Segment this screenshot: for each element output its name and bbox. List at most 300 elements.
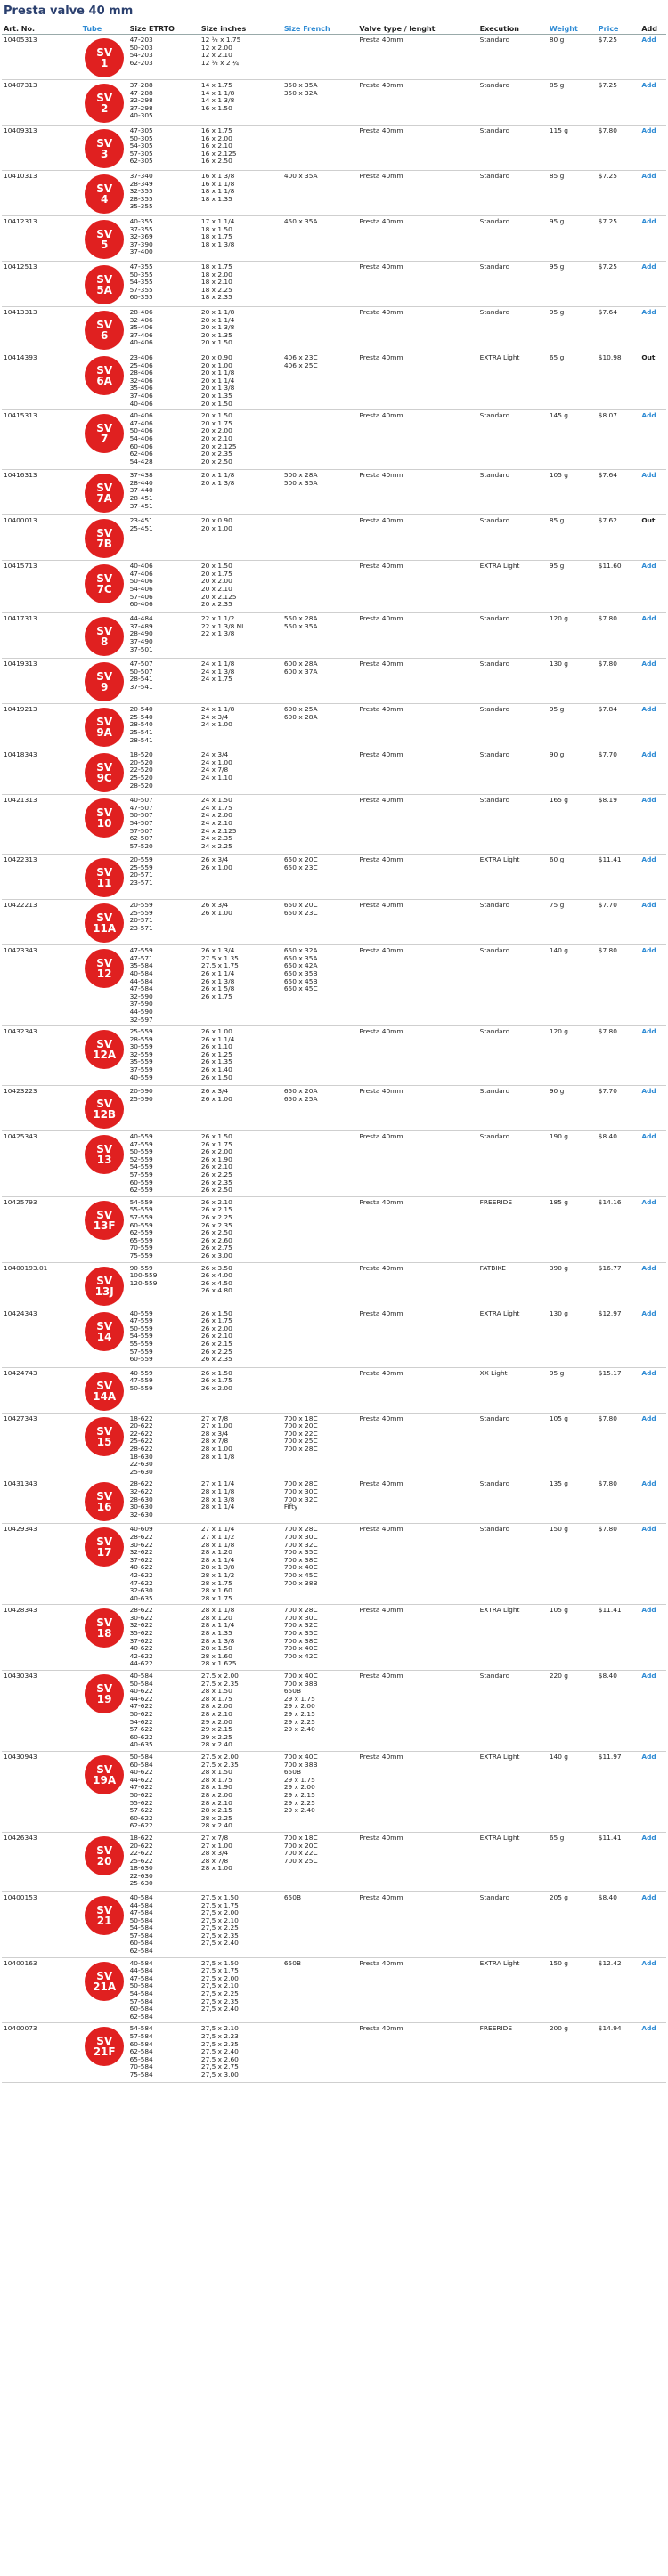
french-value: 700 x 38B: [283, 1760, 318, 1769]
inches-value: 28 x 1.50: [200, 1644, 232, 1653]
size-inches: [200, 704, 282, 749]
tube-badge-size: 11: [96, 877, 112, 890]
inches-value: 24 x 2.10: [200, 818, 232, 827]
tube-badge-prefix: SV: [96, 670, 113, 684]
inches-value: 16 x 1.75: [200, 126, 232, 134]
add-button[interactable]: Add: [639, 704, 666, 749]
tube-badge[interactable]: [85, 1201, 124, 1240]
tube-badge-size: 6: [100, 329, 109, 342]
inches-value: 26 x 3/4: [200, 901, 229, 910]
tube-badge[interactable]: [85, 753, 124, 792]
weight: 115 g: [548, 126, 597, 171]
etrto-value: 100-559: [129, 1271, 158, 1280]
etrto-value: 50-584: [129, 1679, 153, 1688]
inches-value: 29 x 2.00: [200, 1717, 232, 1726]
inches-value: 26 x 3/4: [200, 1087, 229, 1096]
tube-badge[interactable]: [85, 1312, 124, 1351]
french-value: 29 x 2.00: [283, 1702, 315, 1711]
french-value: 29 x 2.15: [283, 1790, 315, 1799]
price: $11.41: [597, 1832, 640, 1891]
etrto-value: 40-355: [129, 217, 153, 225]
weight: 105 g: [548, 1413, 597, 1478]
inches-value: 27.5 x 2.00: [200, 1672, 239, 1681]
etrto-value: 75-584: [129, 2070, 153, 2078]
art-no: 10418343: [2, 749, 81, 795]
tube-badge-prefix: SV: [96, 1143, 113, 1156]
header-size-french[interactable]: Size French: [282, 23, 358, 35]
etrto-value: 20-622: [129, 1422, 153, 1430]
add-button[interactable]: Add: [639, 1957, 666, 2023]
table-row: [2, 1367, 666, 1413]
size-etrto: [128, 613, 200, 659]
art-no: 10421313: [2, 795, 81, 855]
inches-value: 18 x 1.35: [200, 194, 232, 203]
add-button[interactable]: Add: [639, 613, 666, 659]
tube-badge-size: 9A: [96, 726, 112, 740]
size-french: [282, 1196, 358, 1262]
tube-badge[interactable]: [85, 1896, 124, 1935]
etrto-value: 28-440: [129, 478, 153, 487]
tube-badge[interactable]: [85, 2027, 124, 2066]
size-etrto: [128, 1605, 200, 1671]
header-weight[interactable]: Weight: [548, 23, 597, 35]
tube-cell: [81, 1131, 128, 1197]
inches-value: 27,5 x 1.50: [200, 1958, 239, 1967]
tube-badge[interactable]: [85, 564, 124, 603]
inches-value: 27.5 x 1.75: [200, 961, 239, 970]
size-french: [282, 704, 358, 749]
french-value: 700 x 28C: [283, 1479, 318, 1488]
weight: 150 g: [548, 1957, 597, 2023]
tube-badge-size: 18: [96, 1627, 112, 1640]
inches-value: 12 x 2.00: [200, 43, 232, 52]
add-button[interactable]: Add: [639, 1671, 666, 1752]
tube-badge[interactable]: [85, 1482, 124, 1521]
add-button[interactable]: Add: [639, 1262, 666, 1308]
etrto-value: 30-630: [129, 1503, 153, 1511]
tube-badge-prefix: SV: [96, 228, 113, 240]
tube-badge[interactable]: [85, 474, 124, 513]
tube-badge[interactable]: [85, 617, 124, 656]
tube-badge[interactable]: [85, 1962, 124, 2001]
table-row: [2, 216, 666, 262]
header-price[interactable]: Price: [597, 23, 640, 35]
etrto-value: 47-584: [129, 1908, 153, 1917]
add-button[interactable]: Add: [639, 1196, 666, 1262]
add-button[interactable]: Add: [639, 1308, 666, 1367]
french-value: 650 x 20C: [283, 855, 318, 864]
add-button[interactable]: Add: [639, 2023, 666, 2083]
price: $7.80: [597, 1478, 640, 1524]
tube-badge[interactable]: [85, 858, 124, 897]
french-value: 700 x 45C: [283, 1570, 318, 1579]
tube-badge[interactable]: [85, 1608, 124, 1648]
execution: EXTRA Light: [478, 352, 548, 410]
inches-value: 20 x 2.125: [200, 592, 237, 601]
add-button[interactable]: Add: [639, 216, 666, 262]
etrto-value: 40-584: [129, 1672, 153, 1681]
french-value: 650 x 35B: [283, 968, 318, 977]
tube-badge[interactable]: [85, 1372, 124, 1411]
etrto-value: 18-630: [129, 1864, 153, 1873]
etrto-value: 60-622: [129, 1813, 153, 1822]
etrto-value: 37-490: [129, 636, 153, 645]
etrto-value: 54-428: [129, 457, 153, 466]
tube-badge-prefix: SV: [96, 1903, 113, 1916]
add-button[interactable]: Add: [639, 900, 666, 945]
execution: XX Light: [478, 1367, 548, 1413]
size-etrto: [128, 1413, 200, 1478]
size-inches: [200, 262, 282, 307]
etrto-value: 23-406: [129, 353, 153, 361]
add-button[interactable]: Add: [639, 1751, 666, 1832]
etrto-value: 20-520: [129, 757, 153, 766]
etrto-value: 40-622: [129, 1563, 153, 1572]
french-value: 650B: [283, 1768, 302, 1777]
etrto-value: 25-520: [129, 773, 153, 782]
inches-value: 20 x 0.90: [200, 353, 232, 361]
add-button[interactable]: Add: [639, 855, 666, 900]
add-button[interactable]: Add: [639, 1605, 666, 1671]
tube-badge-size: 19A: [93, 1773, 117, 1786]
tube-badge-prefix: SV: [96, 957, 113, 970]
weight: 120 g: [548, 1026, 597, 1086]
add-button[interactable]: Add: [639, 80, 666, 126]
tube-badge[interactable]: [85, 129, 124, 168]
inches-value: 26 x 1.75: [200, 1316, 232, 1325]
size-inches: [200, 659, 282, 704]
inches-value: 27,5 x 2.40: [200, 1939, 239, 1948]
tube-badge-prefix: SV: [96, 1490, 113, 1503]
add-button[interactable]: Add: [639, 410, 666, 470]
size-inches: [200, 1413, 282, 1478]
etrto-value: 57-355: [129, 285, 153, 294]
inches-value: 28 x 1 1/2: [200, 1570, 235, 1579]
etrto-value: 22-622: [129, 1429, 153, 1438]
table-row: [2, 795, 666, 855]
tube-cell: [81, 35, 128, 80]
size-french: [282, 1026, 358, 1086]
tube-cell: [81, 749, 128, 795]
etrto-value: 20-559: [129, 901, 153, 910]
valve-type: Presta 40mm: [357, 262, 477, 307]
weight: 185 g: [548, 1196, 597, 1262]
etrto-value: 25-630: [129, 1879, 153, 1888]
french-value: 600 x 37A: [283, 667, 318, 676]
etrto-value: 37-298: [129, 103, 153, 112]
tube-badge-prefix: SV: [96, 319, 113, 331]
art-no: 10400163: [2, 1957, 81, 2023]
size-etrto: [128, 945, 200, 1026]
tube-badge[interactable]: [85, 1836, 124, 1875]
etrto-value: 32-597: [129, 1015, 153, 1024]
etrto-value: 47-559: [129, 946, 153, 955]
add-button[interactable]: Add: [639, 171, 666, 216]
french-value: 700 x 22C: [283, 1429, 318, 1438]
tube-badge[interactable]: [85, 84, 124, 123]
add-button[interactable]: Add: [639, 1026, 666, 1086]
inches-value: 26 x 1.00: [200, 1027, 232, 1036]
etrto-value: 37-590: [129, 1000, 153, 1009]
inches-value: 26 x 1.35: [200, 1057, 232, 1066]
etrto-value: 32-559: [129, 1049, 153, 1058]
add-button[interactable]: Add: [639, 35, 666, 80]
etrto-value: 44-590: [129, 1007, 153, 1016]
tube-badge[interactable]: [85, 1030, 124, 1069]
inches-value: 28 x 1 1/4: [200, 1503, 235, 1511]
french-value: 700 x 40C: [283, 1563, 318, 1572]
art-no: 10417313: [2, 613, 81, 659]
art-no: 10400193.01: [2, 1262, 81, 1308]
tube-badge[interactable]: [85, 662, 124, 701]
inches-value: 20 x 1 1/8: [200, 369, 235, 377]
etrto-value: 60-406: [129, 441, 153, 450]
french-value: 700 x 30C: [283, 1486, 318, 1495]
etrto-value: 28-622: [129, 1606, 153, 1615]
french-value: 29 x 2.25: [283, 1798, 315, 1807]
execution: Standard: [478, 749, 548, 795]
french-value: 406 x 25C: [283, 360, 318, 369]
inches-value: 18 x 1.50: [200, 224, 232, 233]
add-button[interactable]: Add: [639, 795, 666, 855]
etrto-value: 62-305: [129, 157, 153, 166]
add-button[interactable]: Add: [639, 307, 666, 352]
etrto-value: 23-451: [129, 516, 153, 525]
inches-value: 14 x 1 1/8: [200, 88, 235, 97]
french-value: 650 x 35A: [283, 953, 318, 962]
add-button[interactable]: Add: [639, 1086, 666, 1131]
add-button[interactable]: Add: [639, 1367, 666, 1413]
tube-badge[interactable]: [85, 414, 124, 453]
valve-type: Presta 40mm: [357, 704, 477, 749]
inches-value: 26 x 2.25: [200, 1213, 232, 1222]
size-etrto: [128, 1957, 200, 2023]
tube-badge[interactable]: [85, 1527, 124, 1567]
add-button[interactable]: Add: [639, 945, 666, 1026]
art-no: 10427343: [2, 1413, 81, 1478]
tube-cell: [81, 659, 128, 704]
inches-value: 26 x 1.00: [200, 908, 232, 917]
inches-value: 20 x 2.50: [200, 457, 232, 466]
add-button[interactable]: Add: [639, 561, 666, 613]
tube-badge[interactable]: [85, 38, 124, 77]
add-button[interactable]: Add: [639, 1524, 666, 1605]
etrto-value: 22-630: [129, 1871, 153, 1880]
etrto-value: 50-584: [129, 1752, 153, 1761]
tube-badge[interactable]: [85, 1267, 124, 1306]
add-button[interactable]: Add: [639, 749, 666, 795]
inches-value: 16 x 2.10: [200, 142, 232, 150]
etrto-value: 25-406: [129, 360, 153, 369]
inches-value: 26 x 1 5/8: [200, 984, 235, 993]
add-button[interactable]: Add: [639, 659, 666, 704]
execution: Standard: [478, 307, 548, 352]
tube-cell: [81, 216, 128, 262]
add-button[interactable]: Add: [639, 1478, 666, 1524]
tube-badge-prefix: SV: [96, 1762, 113, 1776]
etrto-value: 25-622: [129, 1856, 153, 1865]
etrto-value: 40-635: [129, 1740, 153, 1749]
etrto-value: 35-622: [129, 1629, 153, 1638]
table-row: [2, 262, 666, 307]
header-art-no: Art. No.: [2, 23, 81, 35]
add-button[interactable]: Add: [639, 1131, 666, 1197]
etrto-value: 25-590: [129, 1094, 153, 1103]
etrto-value: 120-559: [129, 1278, 158, 1287]
tube-badge[interactable]: [85, 311, 124, 350]
tube-cell: [81, 1957, 128, 2023]
tube-badge-size: 13: [96, 1154, 112, 1167]
etrto-value: 40-559: [129, 1073, 153, 1081]
tube-badge-prefix: SV: [96, 1535, 113, 1549]
tube-badge-prefix: SV: [96, 1424, 113, 1438]
inches-value: 27 x 1 1/4: [200, 1525, 235, 1534]
inches-value: 12 ½ x 2 ¼: [200, 58, 240, 67]
french-value: 650 x 20C: [283, 901, 318, 910]
art-no: 10430343: [2, 1671, 81, 1752]
tube-badge[interactable]: [85, 949, 124, 988]
french-value: 29 x 2.00: [283, 1783, 315, 1792]
etrto-value: 50-507: [129, 667, 153, 676]
etrto-value: 37-440: [129, 486, 153, 495]
etrto-value: 18-520: [129, 750, 153, 759]
tube-badge-size: 21F: [93, 2045, 116, 2059]
tube-badge[interactable]: [85, 798, 124, 838]
tube-cell: [81, 1605, 128, 1671]
etrto-value: 50-584: [129, 1981, 153, 1990]
etrto-value: 65-584: [129, 2054, 153, 2063]
header-add: Add: [639, 23, 666, 35]
inches-value: 26 x 2.15: [200, 1339, 232, 1348]
inches-value: 18 x 2.25: [200, 285, 232, 294]
add-button[interactable]: Add: [639, 1891, 666, 1957]
inches-value: 12 ½ x 1.75: [200, 36, 241, 44]
weight: 90 g: [548, 749, 597, 795]
add-button[interactable]: Add: [639, 470, 666, 515]
tube-cell: [81, 1196, 128, 1262]
tube-badge[interactable]: [85, 220, 124, 259]
add-button[interactable]: Add: [639, 262, 666, 307]
inches-value: 28 x 2.40: [200, 1740, 232, 1749]
inches-value: 20 x 1 3/8: [200, 478, 235, 487]
tube-badge[interactable]: [85, 174, 124, 214]
inches-value: 22 x 1 3/8 NL: [200, 621, 246, 630]
execution: EXTRA Light: [478, 1832, 548, 1891]
weight: 130 g: [548, 1308, 597, 1367]
inches-value: 20 x 1.00: [200, 360, 232, 369]
size-etrto: [128, 704, 200, 749]
tube-badge[interactable]: [85, 1674, 124, 1713]
size-french: [282, 1957, 358, 2023]
execution: Standard: [478, 1026, 548, 1086]
etrto-value: 32-622: [129, 1486, 153, 1495]
weight: 95 g: [548, 216, 597, 262]
french-value: 650 x 23C: [283, 908, 318, 917]
size-etrto: [128, 900, 200, 945]
tube-badge[interactable]: [85, 1755, 124, 1794]
tube-badge[interactable]: [85, 265, 124, 304]
etrto-value: 54-559: [129, 1162, 153, 1171]
execution: Standard: [478, 1671, 548, 1752]
table-row: [2, 1026, 666, 1086]
size-french: [282, 2023, 358, 2083]
inches-value: 28 x 2.10: [200, 1710, 232, 1718]
tube-badge[interactable]: [85, 1090, 124, 1129]
inches-value: 18 x 1 3/8: [200, 239, 235, 248]
size-inches: [200, 900, 282, 945]
weight: 85 g: [548, 80, 597, 126]
size-inches: [200, 80, 282, 126]
french-value: 700 x 20C: [283, 1841, 318, 1850]
add-button[interactable]: Add: [639, 1413, 666, 1478]
inches-value: 14 x 1 3/8: [200, 96, 235, 105]
table-row: [2, 1832, 666, 1891]
size-french: [282, 1308, 358, 1367]
header-tube[interactable]: Tube: [81, 23, 128, 35]
add-button[interactable]: Add: [639, 126, 666, 171]
tube-badge-size: 14A: [93, 1389, 117, 1403]
inches-value: 20 x 1.35: [200, 330, 232, 339]
size-etrto: [128, 795, 200, 855]
inches-value: 20 x 1.35: [200, 391, 232, 400]
weight: 60 g: [548, 855, 597, 900]
inches-value: 20 x 1.50: [200, 338, 232, 347]
tube-badge-prefix: SV: [96, 572, 113, 586]
weight: 95 g: [548, 1367, 597, 1413]
etrto-value: 40-559: [129, 1368, 153, 1377]
add-button[interactable]: Add: [639, 1832, 666, 1891]
table-row: [2, 1131, 666, 1197]
size-french: [282, 1367, 358, 1413]
tube-cell: [81, 307, 128, 352]
tube-badge[interactable]: [85, 1417, 124, 1456]
execution: Standard: [478, 171, 548, 216]
size-french: [282, 410, 358, 470]
tube-badge[interactable]: [85, 1135, 124, 1174]
tube-badge-prefix: SV: [96, 1379, 113, 1392]
french-value: 450 x 35A: [283, 217, 318, 225]
inches-value: 29 x 2.15: [200, 1725, 232, 1734]
tube-table: [2, 23, 666, 2083]
french-value: 700 x 40C: [283, 1644, 318, 1653]
etrto-value: 47-584: [129, 1973, 153, 1982]
french-value: 650 x 45C: [283, 984, 318, 993]
price: $7.80: [597, 945, 640, 1026]
etrto-value: 60-355: [129, 293, 153, 302]
tube-badge-prefix: SV: [96, 1682, 113, 1696]
size-inches: [200, 1478, 282, 1524]
inches-value: 24 x 1.50: [200, 796, 232, 805]
execution: Standard: [478, 35, 548, 80]
etrto-value: 44-622: [129, 1775, 153, 1784]
price: $7.25: [597, 262, 640, 307]
tube-badge[interactable]: [85, 519, 124, 558]
etrto-value: 35-584: [129, 961, 153, 970]
etrto-value: 25-540: [129, 712, 153, 721]
size-etrto: [128, 515, 200, 561]
size-inches: [200, 470, 282, 515]
price: $7.80: [597, 126, 640, 171]
inches-value: 24 x 1.00: [200, 720, 232, 729]
french-value: 700 x 42C: [283, 1651, 318, 1660]
inches-value: 28 x 1.20: [200, 1548, 232, 1557]
size-inches: [200, 561, 282, 613]
inches-value: 26 x 2.25: [200, 1347, 232, 1356]
tube-badge[interactable]: [85, 356, 124, 395]
tube-badge[interactable]: [85, 903, 124, 943]
tube-badge[interactable]: [85, 708, 124, 747]
weight: 140 g: [548, 1751, 597, 1832]
